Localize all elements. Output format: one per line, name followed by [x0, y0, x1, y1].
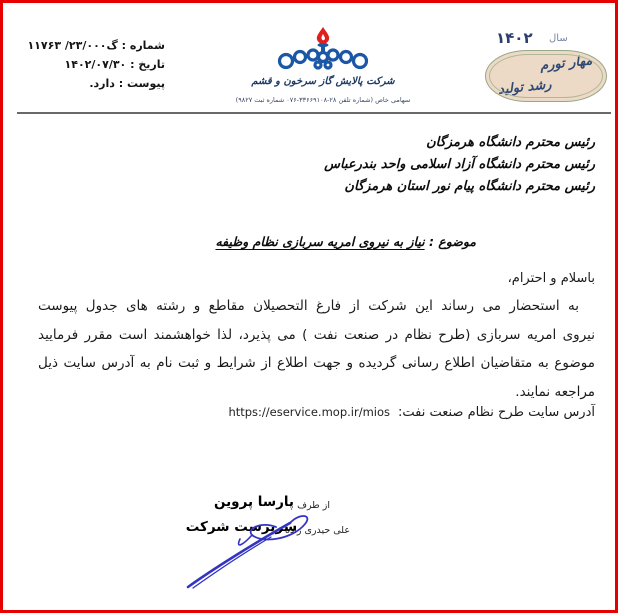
stamp-slogan-line1: مهار تورم — [538, 53, 593, 74]
letter-date-label: تاریخ : — [130, 58, 165, 71]
signature-signer-title: سرپرست شرکت — [185, 519, 297, 535]
header-divider-line — [17, 112, 611, 114]
signature-signer-name: علی حیدری زاده — [285, 525, 350, 536]
letter-attachment-label: پیوست : — [118, 77, 165, 90]
letter-number — [27, 36, 165, 55]
body-line-4: مراجعه نمایند. — [515, 383, 595, 400]
letter-meta-block — [27, 36, 165, 93]
signature-from-label: از طرف — [297, 500, 330, 511]
body-line-1: به استحضار می رساند این شرکت از فارغ التحصیلان مقاطع و رشته های جدول پیوست — [38, 298, 579, 314]
site-address-line — [228, 405, 595, 420]
signature-from-name: پارسا پروین — [213, 494, 294, 510]
site-url-text: https://eservice.mop.ir/mios — [228, 405, 390, 419]
letter-number-value: گ۲۳/۰۰۰/ ۱۱۷۶۳ — [27, 39, 118, 52]
letter-date — [33, 55, 165, 74]
recipient-line: رئیس محترم دانشگاه آزاد اسلامی واحد بندرعباس — [324, 157, 595, 172]
recipients-block — [324, 132, 595, 198]
handwritten-signature-ink — [143, 501, 333, 593]
stamp-year-word: سال — [549, 33, 568, 44]
company-name-calligraphy: شرکت پالایش گاز سرخون و قشم — [251, 76, 395, 87]
letter-date-value: ۱۴۰۲/۰۷/۳۰ — [64, 58, 127, 71]
body-line-3: موضوع به متقاضیان اطلاع رسانی گردیده و جهت اطلاع از شرایط و ثبت نام به آدرس سایت ذیل — [38, 355, 595, 371]
recipient-line: رئیس محترم دانشگاه هرمزگان — [426, 135, 595, 150]
stamp-year-number: ۱۴۰۲ — [496, 29, 533, 47]
letter-number-label: شماره : — [121, 39, 165, 52]
site-address-label: آدرس سایت طرح نظام صنعت نفت: — [398, 405, 595, 420]
subject-label: موضوع : — [424, 234, 476, 249]
stamp-slogan-line2: رشد تولید — [497, 77, 553, 98]
greeting-line: باسلام و احترام، — [507, 271, 595, 286]
nioc-emblem-icon — [275, 26, 371, 74]
letter-attachment — [33, 74, 165, 93]
company-registration-line: سهامی خاص (شماره تلفن ۲۸-۳۳۶۶۹۱۰۸-۰۷۶ شماره ثبت ۹۸۲۷) — [235, 96, 411, 104]
body-paragraph — [38, 292, 595, 406]
recipient-line: رئیس محترم دانشگاه پیام نور استان هرمزگان — [344, 179, 595, 194]
letter-attachment-value: دارد. — [89, 77, 115, 90]
subject-text: نیاز به نیروی امریه سربازی نظام وظیفه — [215, 234, 425, 249]
body-line-2: نیروی امریه سربازی (طرح نظام در صنعت نفت ) می پذیرد، لذا خواهشمند است مقرر فرمایید — [38, 326, 595, 343]
year-slogan-stamp — [485, 50, 607, 102]
subject-line — [215, 234, 476, 249]
